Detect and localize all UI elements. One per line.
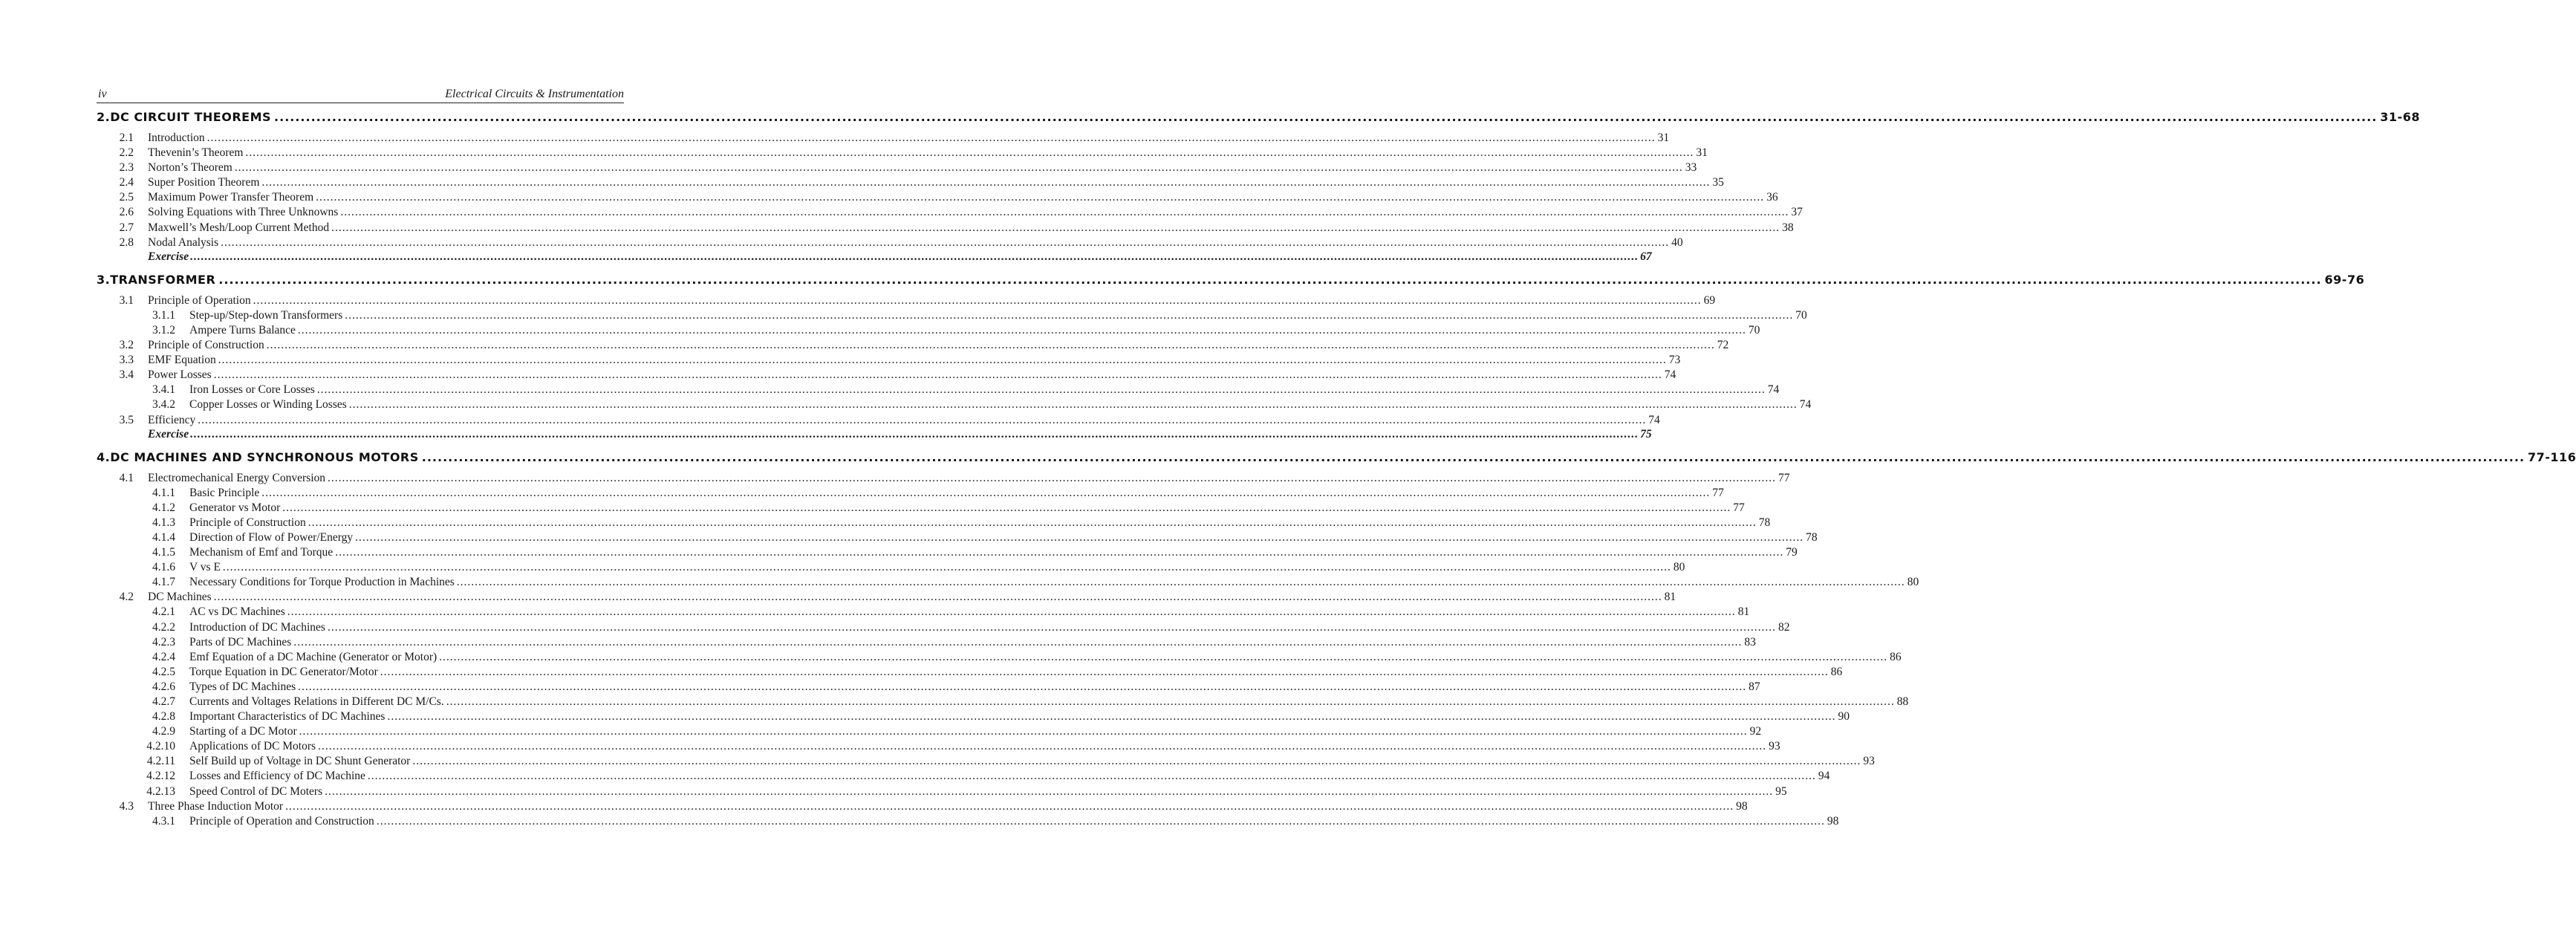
section-number: 4.2.10 <box>146 740 175 753</box>
section-page: 74 <box>1799 398 1812 412</box>
section-number: 4.2.6 <box>152 680 175 693</box>
dot-leader: ................................................................................................................................................................................................................................................................................................................................................................................................................ <box>412 755 1861 768</box>
section-title: Super Position Theorem <box>148 176 260 189</box>
chapter-number: 2. <box>97 110 111 124</box>
section-title: Nodal Analysis <box>148 235 219 249</box>
section-number: 4.2.3 <box>152 635 175 649</box>
chapter-heading[interactable] <box>97 110 2420 126</box>
section-number: 4.1.7 <box>152 576 175 589</box>
book-title: Electrical Circuits & Instrumentation <box>445 88 624 100</box>
toc-entry[interactable] <box>97 146 1708 160</box>
section-title: EMF Equation <box>148 354 216 367</box>
section-page: 94 <box>1818 770 1830 783</box>
section-page: 87 <box>1749 680 1760 693</box>
dot-leader: ................................................................................................................................................................................................................................................................................................................................................................................................................ <box>287 605 1736 619</box>
section-number: 2.8 <box>119 235 134 249</box>
section-title: Copper Losses or Winding Losses <box>189 398 347 412</box>
section-title: Introduction of DC Machines <box>189 620 325 634</box>
section-title: Principle of Construction <box>189 516 306 529</box>
section-page: 98 <box>1827 814 1839 828</box>
section-page: 86 <box>1890 650 1902 663</box>
section-page: 38 <box>1782 221 1794 234</box>
section-number: 4.2.2 <box>152 620 175 634</box>
section-number: 4.1.5 <box>152 546 175 559</box>
exercise-page: 67 <box>1640 250 1652 263</box>
toc-entry[interactable] <box>97 205 1803 220</box>
section-page: 77 <box>1778 471 1790 484</box>
dot-leader: ................................................................................................................................................................................................................................................................................................................................................................................................................ <box>222 561 1671 574</box>
toc-entry[interactable] <box>97 620 1790 635</box>
section-number: 3.2 <box>119 339 134 352</box>
section-title: Mechanism of Emf and Torque <box>189 546 334 559</box>
toc-entry[interactable] <box>97 665 1843 680</box>
toc-entry[interactable] <box>97 160 1697 175</box>
section-number: 3.4 <box>119 368 134 382</box>
section-page: 98 <box>1736 799 1748 813</box>
dot-leader: ................................................................................................................................................................................................................................................................................................................................................................................................................ <box>316 383 1766 397</box>
toc-entry[interactable] <box>97 338 1729 353</box>
toc-entry[interactable] <box>97 308 1807 323</box>
dot-leader: ................................................................................................................................................................................................................................................................................................................................................................................................................ <box>456 576 1905 589</box>
toc-entry[interactable] <box>97 605 1750 620</box>
toc-entry[interactable] <box>97 695 1909 709</box>
toc-entry[interactable] <box>97 293 1716 308</box>
toc-entry[interactable] <box>97 501 1745 516</box>
toc-entry[interactable] <box>97 530 1818 545</box>
dot-leader: ................................................................................................................................................................................................................................................................................................................................................................................................................ <box>439 650 1888 663</box>
section-number: 2.7 <box>119 221 134 234</box>
section-page: 33 <box>1685 161 1697 175</box>
section-title: Direction of Flow of Power/Energy <box>189 530 354 544</box>
toc-entry[interactable] <box>97 799 1748 814</box>
toc-entry[interactable] <box>97 221 1794 235</box>
dot-leader: ................................................................................................................................................................................................................................................................................................................................................................................................................ <box>213 591 1662 604</box>
section-title: Self Build up of Voltage in DC Shunt Generator <box>189 755 411 768</box>
section-number: 2.5 <box>119 191 134 204</box>
dot-leader: ................................................................................................................................................................................................................................................................................................................................................................................................................ <box>316 191 1765 204</box>
toc-entry[interactable] <box>97 368 1676 383</box>
toc-entry[interactable] <box>97 413 1660 428</box>
toc-entry[interactable] <box>97 709 1850 724</box>
section-number: 4.2.9 <box>152 725 175 738</box>
section-number: 4.2 <box>119 591 134 604</box>
section-title: Parts of DC Machines <box>189 635 292 649</box>
section-page: 80 <box>1673 561 1685 574</box>
section-title: Basic Principle <box>189 486 260 499</box>
section-page: 81 <box>1664 591 1676 604</box>
toc-entry[interactable] <box>97 516 1771 530</box>
dot-leader: ................................................................................................................................................................................................................................................................................................................................................................................................................ <box>261 176 1711 189</box>
section-title: Three Phase Induction Motor <box>148 799 284 813</box>
dot-leader: ................................................................................................................................................................................................................................................................................................................................................................................................................ <box>345 308 1794 322</box>
dot-leader: ................................................................................................................................................................................................................................................................................................................................................................................................................ <box>206 131 1656 144</box>
section-title: Power Losses <box>148 368 212 382</box>
section-page: 82 <box>1777 620 1790 634</box>
section-number: 2.4 <box>119 176 134 189</box>
section-page: 93 <box>1863 755 1875 768</box>
dot-leader: ................................................................................................................................................................................................................................................................................................................................................................................................................ <box>274 110 2378 124</box>
section-number: 4.1 <box>119 471 134 484</box>
section-page: 73 <box>1668 354 1681 367</box>
dot-leader: ................................................................................................................................................................................................................................................................................................................................................................................................................ <box>298 680 1747 693</box>
section-number: 4.2.1 <box>152 605 175 619</box>
toc-entry[interactable] <box>97 635 1756 650</box>
section-number: 2.3 <box>119 161 134 175</box>
toc-entry[interactable] <box>97 190 1778 205</box>
dot-leader: ................................................................................................................................................................................................................................................................................................................................................................................................................ <box>331 221 1780 234</box>
section-number: 3.1.2 <box>152 323 175 337</box>
section-title: Norton’s Theorem <box>148 161 232 175</box>
section-page: 92 <box>1749 725 1762 738</box>
section-page: 74 <box>1664 368 1676 382</box>
section-page: 79 <box>1786 546 1798 559</box>
section-number: 4.1.3 <box>152 516 175 529</box>
chapter-pages: 69-76 <box>2324 272 2365 287</box>
chapter-heading[interactable] <box>97 449 2576 467</box>
chapter-pages: 31-68 <box>2380 110 2420 124</box>
toc-entry[interactable] <box>97 175 1724 190</box>
section-number: 4.3.1 <box>152 814 175 828</box>
running-header <box>97 86 624 103</box>
dot-leader: ................................................................................................................................................................................................................................................................................................................................................................................................................ <box>325 784 1774 798</box>
toc-entry[interactable] <box>97 560 1685 575</box>
section-title: Principle of Construction <box>148 339 264 352</box>
toc-entry[interactable] <box>97 590 1676 605</box>
section-title: Electromechanical Energy Conversion <box>148 471 326 484</box>
section-number: 4.2.4 <box>152 650 175 663</box>
chapter-number: 3. <box>97 272 111 287</box>
section-number: 3.1.1 <box>152 308 175 322</box>
section-page: 72 <box>1717 339 1729 352</box>
section-title: Maxwell’s Mesh/Loop Current Method <box>148 221 330 234</box>
section-number: 4.2.13 <box>146 784 175 798</box>
chapter-number: 4. <box>97 449 111 464</box>
section-title: Starting of a DC Motor <box>189 725 297 738</box>
section-page: 86 <box>1830 665 1843 678</box>
dot-leader: ................................................................................................................................................................................................................................................................................................................................................................................................................ <box>293 635 1743 649</box>
toc-entry[interactable] <box>97 131 1670 146</box>
section-title: Principle of Operation and Construction <box>189 814 374 828</box>
section-page: 80 <box>1907 576 1919 589</box>
section-title: Thevenin’s Theorem <box>148 146 244 160</box>
dot-leader: ................................................................................................................................................................................................................................................................................................................................................................................................................ <box>245 146 1694 160</box>
section-number: 4.2.11 <box>146 755 175 768</box>
section-title: Efficiency <box>148 413 196 426</box>
section-title: DC Machines <box>148 591 212 604</box>
section-title: Types of DC Machines <box>189 680 296 693</box>
toc-entry[interactable] <box>97 769 1830 784</box>
section-page: 81 <box>1737 605 1750 619</box>
dot-leader: ................................................................................................................................................................................................................................................................................................................................................................................................................ <box>355 530 1804 544</box>
section-number: 4.2.12 <box>146 770 175 783</box>
section-number: 2.6 <box>119 206 134 219</box>
dot-leader: ................................................................................................................................................................................................................................................................................................................................................................................................................ <box>318 740 1767 753</box>
dot-leader: ................................................................................................................................................................................................................................................................................................................................................................................................................ <box>367 770 1816 783</box>
dot-leader: ................................................................................................................................................................................................................................................................................................................................................................................................................ <box>299 725 1748 738</box>
section-page: 77 <box>1733 501 1745 514</box>
section-page: 40 <box>1671 235 1683 249</box>
section-number: 4.1.1 <box>152 486 175 499</box>
chapter-title: DC CIRCUIT THEOREMS <box>110 110 272 124</box>
section-number: 4.1.4 <box>152 530 175 544</box>
chapter-title: TRANSFORMER <box>110 272 216 287</box>
section-title: Principle of Operation <box>148 293 251 307</box>
toc-entry[interactable] <box>97 784 1787 799</box>
section-title: Losses and Efficiency of DC Machine <box>189 770 365 783</box>
dot-leader: ................................................................................................................................................................................................................................................................................................................................................................................................................ <box>190 427 1639 441</box>
section-title: Ampere Turns Balance <box>189 323 296 337</box>
section-page: 78 <box>1758 516 1771 529</box>
section-page: 35 <box>1712 176 1724 189</box>
toc-entry[interactable] <box>97 545 1798 560</box>
section-number: 3.4.1 <box>152 383 175 397</box>
exercise-label: Exercise <box>148 427 189 441</box>
chapter-pages: 77-116 <box>2528 449 2576 464</box>
section-page: 77 <box>1712 486 1724 499</box>
section-page: 74 <box>1767 383 1780 397</box>
section-title: Currents and Voltages Relations in Different DC M/Cs. <box>189 695 444 708</box>
section-number: 4.3 <box>119 799 134 813</box>
exercise-page: 75 <box>1640 427 1652 441</box>
dot-leader: ................................................................................................................................................................................................................................................................................................................................................................................................................ <box>261 486 1711 499</box>
section-page: 83 <box>1744 635 1756 649</box>
dot-leader: ................................................................................................................................................................................................................................................................................................................................................................................................................ <box>253 293 1702 307</box>
dot-leader: ................................................................................................................................................................................................................................................................................................................................................................................................................ <box>446 695 1895 708</box>
dot-leader: ................................................................................................................................................................................................................................................................................................................................................................................................................ <box>335 546 1784 559</box>
dot-leader: ................................................................................................................................................................................................................................................................................................................................................................................................................ <box>266 339 1715 352</box>
chapter-heading[interactable] <box>97 272 2365 289</box>
section-title: Iron Losses or Core Losses <box>189 383 315 397</box>
toc-entry[interactable] <box>97 575 1919 590</box>
section-title: Important Characteristics of DC Machines <box>189 710 386 724</box>
dot-leader: ................................................................................................................................................................................................................................................................................................................................................................................................................ <box>380 665 1829 678</box>
section-number: 2.2 <box>119 146 134 160</box>
section-page: 31 <box>1696 146 1708 160</box>
dot-leader: ................................................................................................................................................................................................................................................................................................................................................................................................................ <box>218 354 1667 367</box>
dot-leader: ................................................................................................................................................................................................................................................................................................................................................................................................................ <box>221 235 1670 249</box>
chapter-gap <box>97 267 624 273</box>
section-number: 4.1.6 <box>152 561 175 574</box>
section-number: 3.5 <box>119 413 134 426</box>
section-title: Generator vs Motor <box>189 501 281 514</box>
section-title: Speed Control of DC Moters <box>189 784 323 798</box>
toc-entry[interactable] <box>97 739 1780 754</box>
toc-entry[interactable] <box>97 680 1760 695</box>
dot-leader: ................................................................................................................................................................................................................................................................................................................................................................................................................ <box>327 620 1776 634</box>
toc-entry[interactable] <box>97 235 1683 250</box>
dot-leader: ................................................................................................................................................................................................................................................................................................................................................................................................................ <box>376 814 1825 828</box>
dot-leader: ................................................................................................................................................................................................................................................................................................................................................................................................................ <box>387 710 1836 724</box>
dot-leader: ................................................................................................................................................................................................................................................................................................................................................................................................................ <box>282 501 1731 514</box>
dot-leader: ................................................................................................................................................................................................................................................................................................................................................................................................................ <box>328 471 1777 484</box>
dot-leader: ................................................................................................................................................................................................................................................................................................................................................................................................................ <box>348 398 1798 412</box>
chapter-title: DC MACHINES AND SYNCHRONOUS MOTORS <box>110 449 419 464</box>
page-label: iv <box>98 88 107 100</box>
dot-leader: ................................................................................................................................................................................................................................................................................................................................................................................................................ <box>285 799 1734 813</box>
section-title: V vs E <box>189 561 221 574</box>
section-title: Solving Equations with Three Unknowns <box>148 206 339 219</box>
section-title: Step-up/Step-down Transformers <box>189 308 343 322</box>
section-page: 70 <box>1795 308 1807 322</box>
section-number: 4.2.8 <box>152 710 175 724</box>
section-page: 31 <box>1657 131 1670 144</box>
dot-leader: ................................................................................................................................................................................................................................................................................................................................................................................................................ <box>340 206 1789 219</box>
section-page: 70 <box>1748 323 1760 337</box>
exercise-entry[interactable] <box>148 250 1652 267</box>
toc-entry[interactable] <box>97 353 1681 368</box>
section-number: 3.3 <box>119 354 134 367</box>
exercise-label: Exercise <box>148 250 189 263</box>
section-title: AC vs DC Machines <box>189 605 285 619</box>
dot-leader: ................................................................................................................................................................................................................................................................................................................................................................................................................ <box>421 449 2525 464</box>
section-number: 4.2.7 <box>152 695 175 708</box>
toc-entry[interactable] <box>97 383 1780 397</box>
section-title: Maximum Power Transfer Theorem <box>148 191 314 204</box>
dot-leader: ................................................................................................................................................................................................................................................................................................................................................................................................................ <box>308 516 1757 529</box>
toc-entry[interactable] <box>97 323 1760 338</box>
toc-entry[interactable] <box>97 650 1902 665</box>
section-number: 3.4.2 <box>152 398 175 412</box>
dot-leader: ................................................................................................................................................................................................................................................................................................................................................................................................................ <box>297 323 1746 337</box>
section-number: 4.2.5 <box>152 665 175 678</box>
chapter-gap <box>97 444 624 450</box>
dot-leader: ................................................................................................................................................................................................................................................................................................................................................................................................................ <box>218 272 2322 287</box>
section-number: 3.1 <box>119 293 134 307</box>
toc-entry[interactable] <box>97 397 1812 412</box>
section-number: 4.1.2 <box>152 501 175 514</box>
toc-entry[interactable] <box>97 754 1875 769</box>
section-page: 36 <box>1766 191 1778 204</box>
section-page: 93 <box>1769 740 1780 753</box>
section-page: 74 <box>1648 413 1660 426</box>
dot-leader: ................................................................................................................................................................................................................................................................................................................................................................................................................ <box>234 161 1683 175</box>
section-page: 37 <box>1791 206 1803 219</box>
section-title: Torque Equation in DC Generator/Motor <box>189 665 378 678</box>
dot-leader: ................................................................................................................................................................................................................................................................................................................................................................................................................ <box>213 368 1662 382</box>
section-number: 2.1 <box>119 131 134 144</box>
section-page: 95 <box>1775 784 1787 798</box>
section-page: 69 <box>1703 293 1716 307</box>
section-page: 78 <box>1806 530 1818 544</box>
toc-entry[interactable] <box>97 814 1839 829</box>
dot-leader: ................................................................................................................................................................................................................................................................................................................................................................................................................ <box>190 250 1639 263</box>
toc-entry[interactable] <box>97 471 1790 486</box>
section-title: Introduction <box>148 131 205 144</box>
dot-leader: ................................................................................................................................................................................................................................................................................................................................................................................................................ <box>198 413 1647 426</box>
section-page: 90 <box>1838 710 1850 724</box>
section-title: Emf Equation of a DC Machine (Generator or Motor) <box>189 650 438 663</box>
section-page: 88 <box>1896 695 1909 708</box>
table-of-contents <box>97 110 2576 829</box>
section-title: Applications of DC Motors <box>189 740 316 753</box>
exercise-entry[interactable] <box>148 427 1652 444</box>
toc-entry[interactable] <box>97 486 1724 501</box>
section-title: Necessary Conditions for Torque Production in Machines <box>189 576 455 589</box>
toc-entry[interactable] <box>97 724 1762 739</box>
